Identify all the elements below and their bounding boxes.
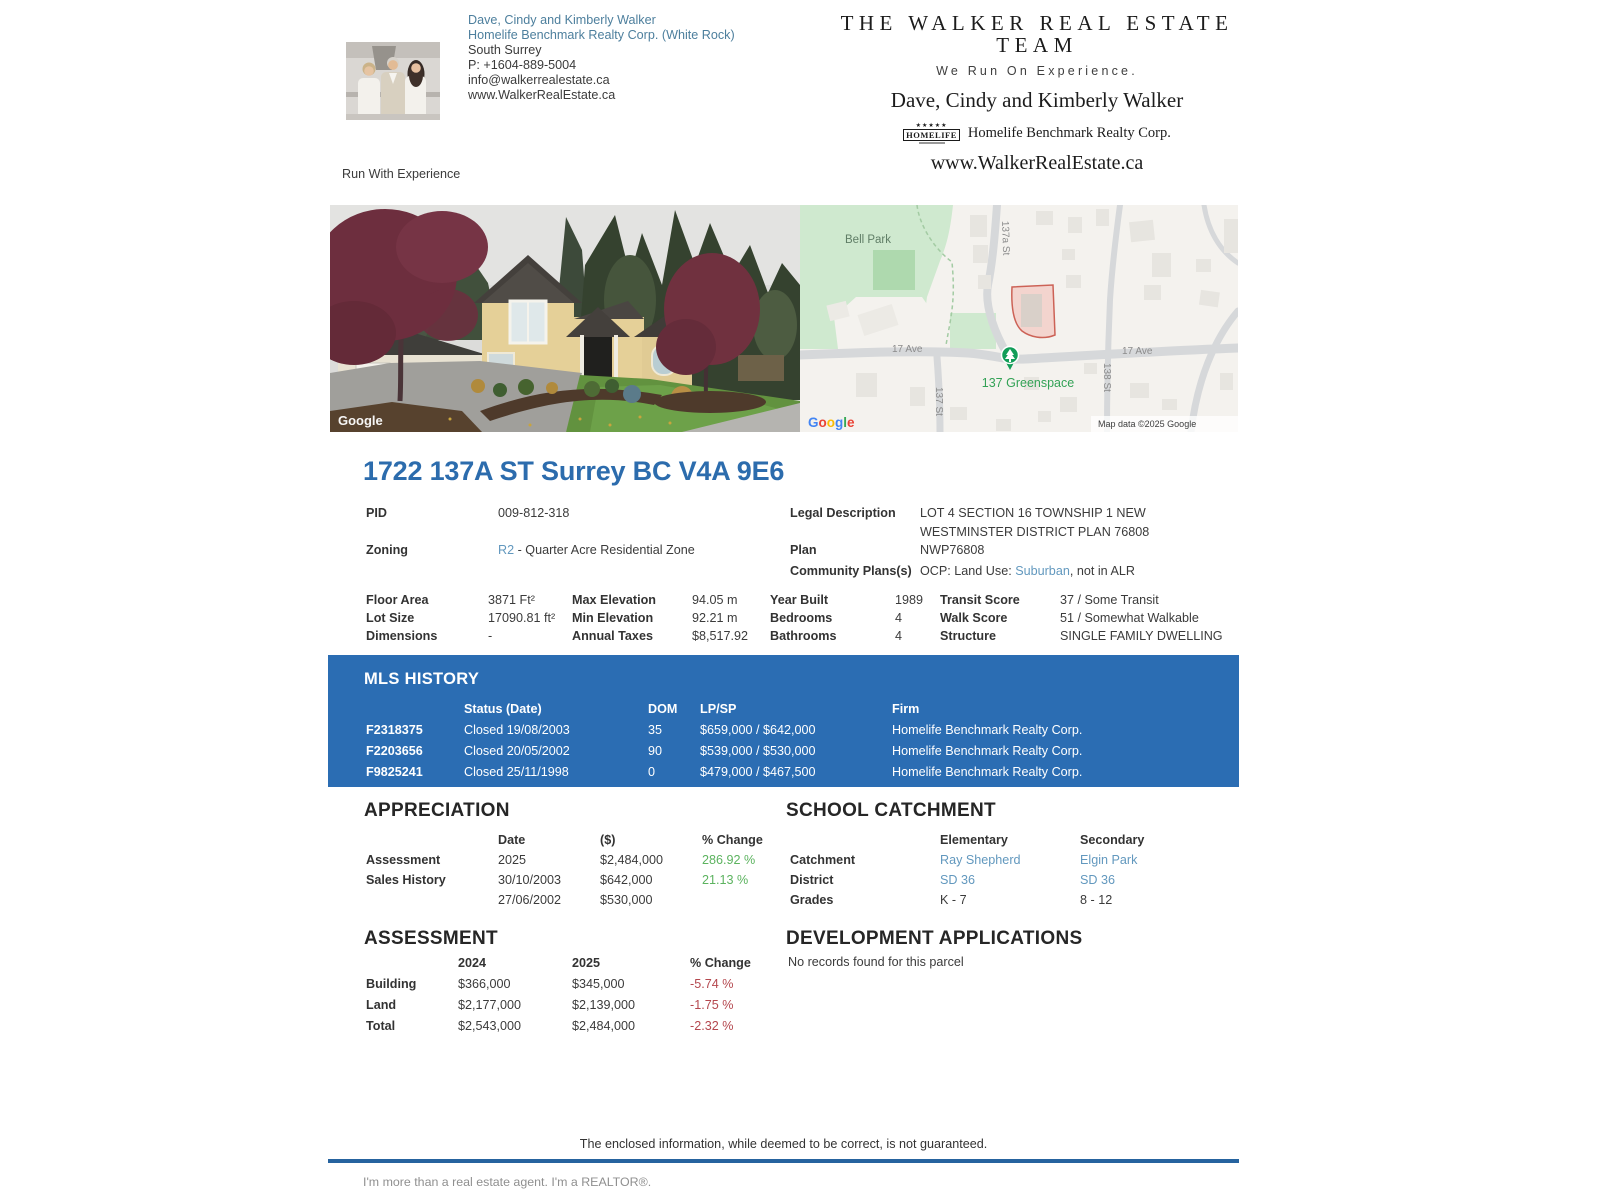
mls-row-firm: Homelife Benchmark Realty Corp. <box>892 744 1083 758</box>
community-prefix: OCP: Land Use: <box>920 564 1016 578</box>
slogan-text: Run With Experience <box>342 167 461 181</box>
assessment-title: ASSESSMENT <box>364 928 498 949</box>
disclaimer-text: The enclosed information, while deemed to be correct, is not guaranteed. <box>579 1137 988 1151</box>
stat-value: 4 <box>895 611 903 625</box>
mls-history-section <box>328 655 1239 787</box>
house-photo-google-watermark: Google <box>338 413 383 428</box>
appreciation-date: 2025 <box>498 853 527 867</box>
stat-value: 1989 <box>895 593 924 607</box>
brand-agent-names: Dave, Cindy and Kimberly Walker <box>890 88 1184 112</box>
map-label-17ave-right: 17 Ave <box>1122 346 1153 357</box>
mls-col-status: Status (Date) <box>464 702 542 716</box>
school-elementary-link[interactable]: Ray Shepherd <box>940 853 1021 867</box>
map-illustration <box>800 205 1238 432</box>
agent-name-link[interactable]: Dave, Cindy and Kimberly Walker <box>468 13 656 27</box>
community-plans-value <box>920 563 1135 579</box>
homelife-logo-text: HOMELIFE <box>903 129 960 141</box>
agent-company-link[interactable]: Homelife Benchmark Realty Corp. (White Rock) <box>468 28 735 43</box>
stat-label: Transit Score <box>940 593 1020 607</box>
mls-row-dom: 90 <box>648 744 663 758</box>
brand-brokerage-name: Homelife Benchmark Realty Corp. <box>967 125 1171 141</box>
mls-row-lpsp: $659,000 / $642,000 <box>700 723 816 737</box>
mls-row-id[interactable]: F2318375 <box>366 723 423 737</box>
stat-label: Dimensions <box>366 629 438 643</box>
assessment-2024: $366,000 <box>458 977 511 991</box>
mls-row-lpsp: $479,000 / $467,500 <box>700 765 816 779</box>
school-row-label: Catchment <box>790 853 856 867</box>
pid-label: PID <box>366 506 387 520</box>
zoning-label: Zoning <box>366 543 408 557</box>
school-grades-secondary: 8 - 12 <box>1080 893 1113 907</box>
location-map[interactable] <box>800 205 1238 432</box>
plan-value: NWP76808 <box>920 543 985 557</box>
brand-block <box>820 12 1254 175</box>
assessment-2025: $345,000 <box>572 977 625 991</box>
assessment-col-2024: 2024 <box>458 956 487 970</box>
school-row-label: District <box>790 873 834 887</box>
appreciation-amount: $642,000 <box>600 873 653 887</box>
stat-value: - <box>488 629 493 643</box>
stat-value: 92.21 m <box>692 611 738 625</box>
appreciation-row-label: Assessment <box>366 853 441 867</box>
assessment-change: -5.74 % <box>690 977 734 991</box>
map-label-138-st: 138 St <box>1101 363 1112 392</box>
mls-col-firm: Firm <box>892 702 920 716</box>
assessment-change: -2.32 % <box>690 1019 734 1033</box>
appreciation-date: 27/06/2002 <box>498 893 562 907</box>
appreciation-change: 286.92 % <box>702 853 756 867</box>
mls-row-status: Closed 25/11/1998 <box>464 765 569 779</box>
community-suffix: , not in ALR <box>1069 564 1135 578</box>
stat-label: Structure <box>940 629 996 643</box>
map-label-bell-park: Bell Park <box>845 234 892 246</box>
homelife-stars-icon: ★★★★★ <box>915 123 948 129</box>
agent-area: South Surrey <box>468 43 542 58</box>
map-google-logo: Google <box>808 415 855 430</box>
stat-label: Lot Size <box>366 611 415 625</box>
appreciation-change: 21.13 % <box>702 873 749 887</box>
school-catchment-title: SCHOOL CATCHMENT <box>786 800 996 821</box>
assessment-2024: $2,177,000 <box>458 998 522 1012</box>
agent-phone: P: +1604-889-5004 <box>468 58 577 73</box>
assessment-col-change: % Change <box>690 956 751 970</box>
development-empty-text: No records found for this parcel <box>788 955 964 969</box>
assessment-2024: $2,543,000 <box>458 1019 522 1033</box>
assessment-2025: $2,484,000 <box>572 1019 636 1033</box>
mls-row-dom: 0 <box>648 765 656 779</box>
map-label-137a-st: 137a St <box>999 220 1012 256</box>
brand-brokerage-row <box>820 123 1254 144</box>
school-district-elementary-link[interactable]: SD 36 <box>940 873 976 887</box>
stat-label: Floor Area <box>366 593 429 607</box>
mls-col-lpsp: LP/SP <box>700 702 737 716</box>
agent-contact-block <box>468 13 735 104</box>
stat-value: 94.05 m <box>692 593 738 607</box>
mls-row-status: Closed 20/05/2002 <box>464 744 570 758</box>
appreciation-title: APPRECIATION <box>364 800 510 821</box>
house-photo <box>330 205 800 432</box>
legal-value-line2: WESTMINSTER DISTRICT PLAN 76808 <box>920 525 1150 539</box>
plan-label: Plan <box>790 543 817 557</box>
stat-label: Bedrooms <box>770 611 833 625</box>
zoning-rest: - Quarter Acre Residential Zone <box>514 543 695 557</box>
stat-label: Annual Taxes <box>572 629 653 643</box>
assessment-col-2025: 2025 <box>572 956 601 970</box>
homelife-logo-subtext-bar <box>919 142 945 144</box>
appreciation-col-date: Date <box>498 833 526 847</box>
assessment-2025: $2,139,000 <box>572 998 636 1012</box>
assessment-row-label: Building <box>366 977 417 991</box>
appreciation-col-amount: ($) <box>600 833 616 847</box>
mls-row-id[interactable]: F9825241 <box>366 765 423 779</box>
community-plans-label: Community Plans(s) <box>790 564 912 578</box>
brand-team-name: THE WALKER REAL ESTATE TEAM <box>840 11 1234 57</box>
agent-photo-illustration <box>346 42 440 120</box>
zoning-value <box>498 542 695 558</box>
stat-label: Walk Score <box>940 611 1008 625</box>
legal-value-line1: LOT 4 SECTION 16 TOWNSHIP 1 NEW <box>920 506 1146 520</box>
house-photo-illustration <box>330 205 800 432</box>
mls-row-lpsp: $539,000 / $530,000 <box>700 744 816 758</box>
community-suburban-link[interactable]: Suburban <box>1015 564 1070 578</box>
stat-value: 4 <box>895 629 903 643</box>
school-col-secondary: Secondary <box>1080 833 1145 847</box>
appreciation-amount: $2,484,000 <box>600 853 664 867</box>
agent-website-link[interactable]: www.WalkerRealEstate.ca <box>468 88 616 103</box>
stat-value: 17090.81 ft² <box>488 611 556 625</box>
realtor-tagline: I'm more than a real estate agent. I'm a REALTOR®. <box>363 1175 652 1189</box>
brand-website[interactable]: www.WalkerRealEstate.ca <box>930 152 1144 174</box>
map-label-17ave-left: 17 Ave <box>892 344 923 355</box>
appreciation-date: 30/10/2003 <box>498 873 562 887</box>
assessment-row-label: Total <box>366 1019 396 1033</box>
brand-tagline: We Run On Experience. <box>936 64 1138 78</box>
mls-history-title: MLS HISTORY <box>364 670 480 688</box>
stat-value: SINGLE FAMILY DWELLING <box>1060 629 1223 643</box>
development-applications-title: DEVELOPMENT APPLICATIONS <box>786 928 1083 949</box>
assessment-change: -1.75 % <box>690 998 734 1012</box>
agent-team-photo <box>346 42 440 120</box>
school-col-elementary: Elementary <box>940 833 1008 847</box>
property-title: 1722 137A ST Surrey BC V4A 9E6 <box>363 456 785 486</box>
pid-value: 009-812-318 <box>498 506 570 520</box>
appreciation-row-label: Sales History <box>366 873 446 887</box>
stat-value: $8,517.92 <box>692 629 749 643</box>
map-label-137-st: 137 St <box>933 387 944 416</box>
map-attribution: Map data ©2025 Google <box>1098 419 1197 429</box>
stat-label: Max Elevation <box>572 593 656 607</box>
mls-row-id[interactable]: F2203656 <box>366 744 423 758</box>
assessment-row-label: Land <box>366 998 397 1012</box>
mls-row-dom: 35 <box>648 723 663 737</box>
mls-row-status: Closed 19/08/2003 <box>464 723 570 737</box>
school-district-secondary-link[interactable]: SD 36 <box>1080 873 1116 887</box>
mls-row-firm: Homelife Benchmark Realty Corp. <box>892 765 1083 779</box>
appreciation-col-change: % Change <box>702 833 763 847</box>
school-secondary-link[interactable]: Elgin Park <box>1080 853 1138 867</box>
homelife-logo <box>903 123 960 144</box>
stat-label: Bathrooms <box>770 629 837 643</box>
appreciation-amount: $530,000 <box>600 893 653 907</box>
zoning-link[interactable]: R2 <box>498 543 515 557</box>
school-grades-elementary: K - 7 <box>940 893 967 907</box>
stat-value: 37 / Some Transit <box>1060 593 1159 607</box>
footer-divider <box>328 1159 1239 1163</box>
mls-row-firm: Homelife Benchmark Realty Corp. <box>892 723 1083 737</box>
stat-value: 3871 Ft² <box>488 593 535 607</box>
legal-label: Legal Description <box>790 506 896 520</box>
stat-label: Min Elevation <box>572 611 654 625</box>
school-row-label: Grades <box>790 893 834 907</box>
mls-col-dom: DOM <box>648 702 678 716</box>
stat-label: Year Built <box>770 593 829 607</box>
agent-email-link[interactable]: info@walkerrealestate.ca <box>468 73 610 88</box>
stat-value: 51 / Somewhat Walkable <box>1060 611 1199 625</box>
map-label-greenspace: 137 Greenspace <box>981 376 1075 390</box>
